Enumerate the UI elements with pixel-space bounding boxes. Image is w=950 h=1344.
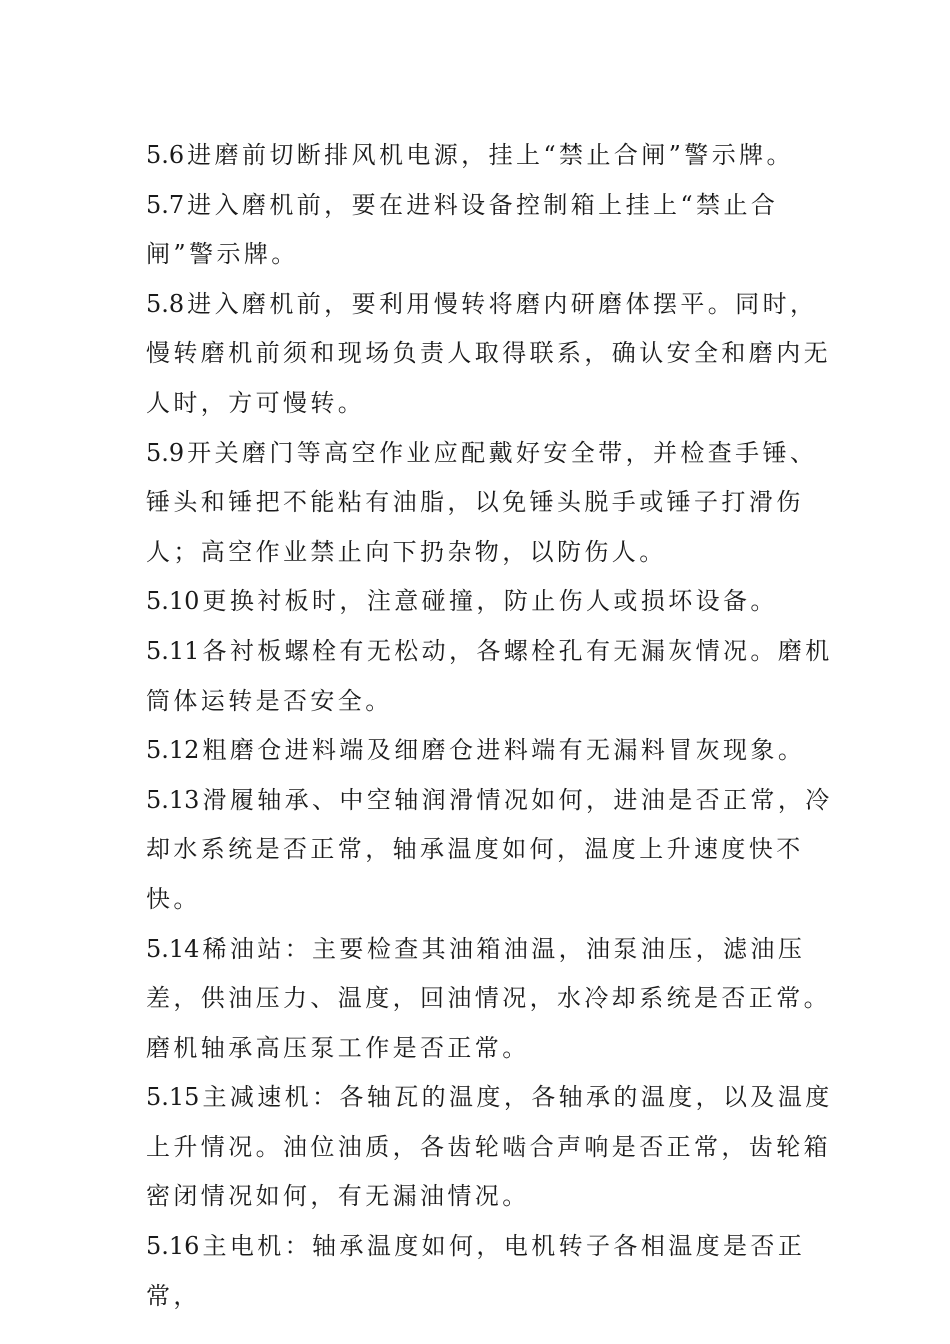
clause-number: 5.13 xyxy=(146,785,200,814)
clause-number: 5.15 xyxy=(146,1083,200,1112)
clause-text: 滑履轴承、中空轴润滑情况如何，进油是否正常，冷却水系统是否正常，轴承温度如何，温度上升速度快不快。 xyxy=(146,785,833,913)
clause-number: 5.9 xyxy=(146,438,185,467)
clause-text: 各衬板螺栓有无松动，各螺栓孔有无漏灰情况。磨机筒体运转是否安全。 xyxy=(146,636,833,715)
paragraph-5-11 xyxy=(146,627,836,726)
clause-text: 进入磨机前，要利用慢转将磨内研磨体摆平。同时，慢转磨机前须和现场负责人取得联系，确认安全和磨内无人时，方可慢转。 xyxy=(146,289,831,417)
paragraph-5-12 xyxy=(146,726,836,776)
clause-number: 5.16 xyxy=(146,1232,200,1261)
clause-text: 粗磨仓进料端及细磨仓进料端有无漏料冒灰现象。 xyxy=(202,736,806,765)
clause-text: 主电机：轴承温度如何，电机转子各相温度是否正常， xyxy=(146,1232,806,1310)
paragraph-5-9 xyxy=(146,429,836,578)
clause-text: 开关磨门等高空作业应配戴好安全带，并检查手锤、锤头和锤把不能粘有油脂，以免锤头脱手或锤子打滑伤人；高空作业禁止向下扔杂物，以防伤人。 xyxy=(146,438,818,566)
clause-number: 5.7 xyxy=(146,190,185,219)
clause-text: 主减速机：各轴瓦的温度，各轴承的温度，以及温度上升情况。油位油质，各齿轮啮合声响是否正常，齿轮箱密闭情况如何，有无漏油情况。 xyxy=(146,1083,833,1211)
clause-text: 更换衬板时，注意碰撞，防止伤人或损坏设备。 xyxy=(202,587,778,616)
clause-number: 5.6 xyxy=(146,141,185,169)
paragraph-5-10 xyxy=(146,577,836,627)
paragraph-5-14 xyxy=(146,925,836,1074)
clause-number: 5.11 xyxy=(146,636,200,665)
paragraph-5-15 xyxy=(146,1073,836,1222)
paragraph-5-16 xyxy=(146,1222,836,1321)
clause-number: 5.12 xyxy=(146,736,200,765)
paragraph-5-6 xyxy=(146,131,836,181)
document-body xyxy=(146,131,836,1321)
clause-number: 5.10 xyxy=(146,587,200,616)
paragraph-5-8 xyxy=(146,280,836,429)
clause-text: 稀油站：主要检查其油箱油温，油泵油压，滤油压差，供油压力、温度，回油情况，水冷却系统是否正常。磨机轴承高压泵工作是否正常。 xyxy=(146,934,831,1062)
clause-text: 进入磨机前，要在进料设备控制箱上挂上“禁止合闸”警示牌。 xyxy=(146,190,779,269)
clause-text: 进磨前切断排风机电源，挂上“禁止合闸”警示牌。 xyxy=(187,141,794,169)
clause-number: 5.14 xyxy=(146,934,200,963)
clause-number: 5.8 xyxy=(146,289,185,318)
paragraph-5-13 xyxy=(146,776,836,925)
paragraph-5-7 xyxy=(146,181,836,280)
